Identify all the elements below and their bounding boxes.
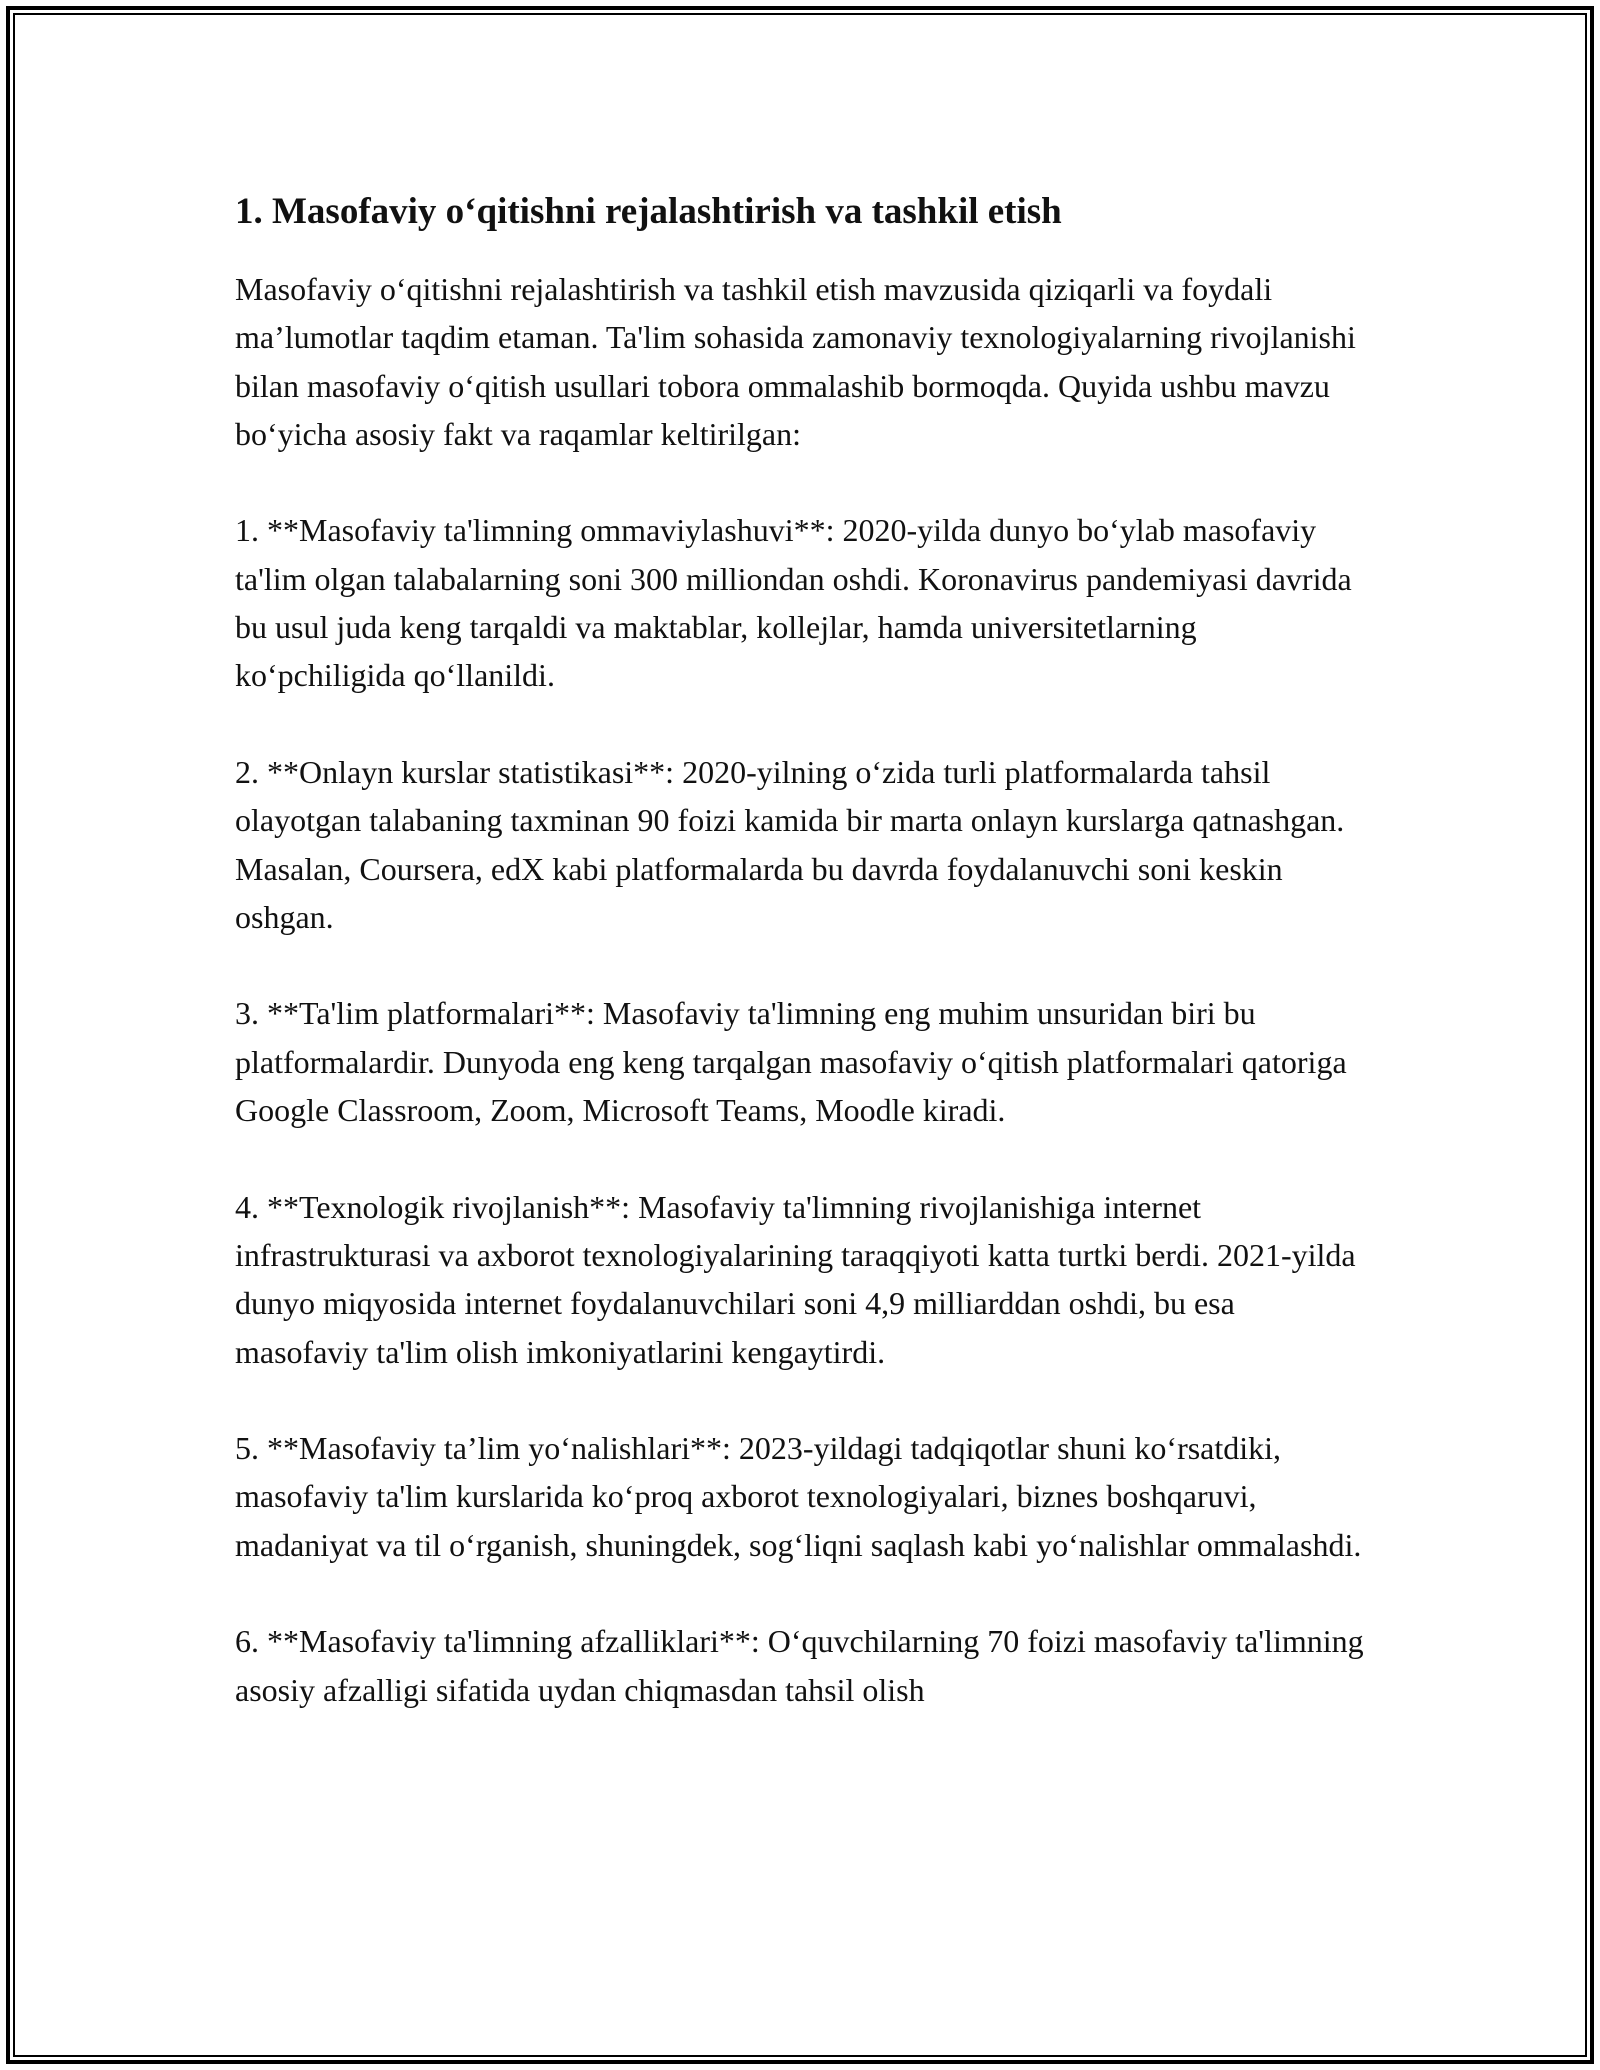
list-item: 1. **Masofaviy ta'limning ommaviylashuvi**: 2020-yilda dunyo bo‘ylab masofaviy ta'lim olgan talabalarning soni 300 milliondan oshdi. Koronavirus pandemiyasi davrida bu usul juda keng tarqaldi va maktablar, kollejlar, hamda universitetlarning ko‘pchiligida qo‘llanildi. (235, 512, 1352, 694)
list-item: 5. **Masofaviy ta’lim yo‘nalishlari**: 2023-yildagi tadqiqotlar shuni ko‘rsatdiki, masofaviy ta'lim kurslarida ko‘proq axborot texnologiyalari, biznes boshqaruvi, madaniyat va til o‘rganish, shuningdek, sog‘liqni saqlash kabi yo‘nalishlar ommalashdi. (235, 1430, 1362, 1563)
intro-paragraph: Masofaviy o‘qitishni rejalashtirish va tashkil etish mavzusida qiziqarli va foydali ma’lumotlar taqdim etaman. Ta'lim sohasida zamonaviy texnologiyalarning rivojlanishi bilan masofaviy o‘qitish usullari tobora ommalashib bormoqda. Quyida ushbu mavzu bo‘yicha asosiy fakt va raqamlar keltirilgan: (235, 271, 1356, 452)
list-item: 2. **Onlayn kurslar statistikasi**: 2020-yilning o‘zida turli platformalarda tahsil olayotgan talabaning taxminan 90 foizi kamida bir marta onlayn kurslarga qatnashgan. Masalan, Coursera, edX kabi platformalarda bu davrda foydalanuvchi soni keskin oshgan. (235, 753, 1345, 935)
list-item: 4. **Texnologik rivojlanish**: Masofaviy ta'limning rivojlanishiga internet infrastrukturasi va axborot texnologiyalarining taraqqiyoti katta turtki berdi. 2021-yilda dunyo miqyosida internet foydalanuvchilari soni 4,9 milliarddan oshdi, bu esa masofaviy ta'lim olish imkoniyatlarini kengaytirdi. (235, 1188, 1356, 1370)
document-title: 1. Masofaviy o‘qitishni rejalashtirish va tashkil etish (235, 191, 1062, 232)
document-body (235, 188, 1370, 1714)
list-item: 3. **Ta'lim platformalari**: Masofaviy ta'limning eng muhim unsuridan biri bu platformalardir. Dunyoda eng keng tarqalgan masofaviy o‘qitish platformalari qatoriga Google Classroom, Zoom, Microsoft Teams, Moodle kiradi. (235, 995, 1347, 1129)
list-item: 6. **Masofaviy ta'limning afzalliklari**: O‘quvchilarning 70 foizi masofaviy ta'limning asosiy afzalligi sifatida uydan chiqmasdan tahsil olish (235, 1623, 1364, 1708)
